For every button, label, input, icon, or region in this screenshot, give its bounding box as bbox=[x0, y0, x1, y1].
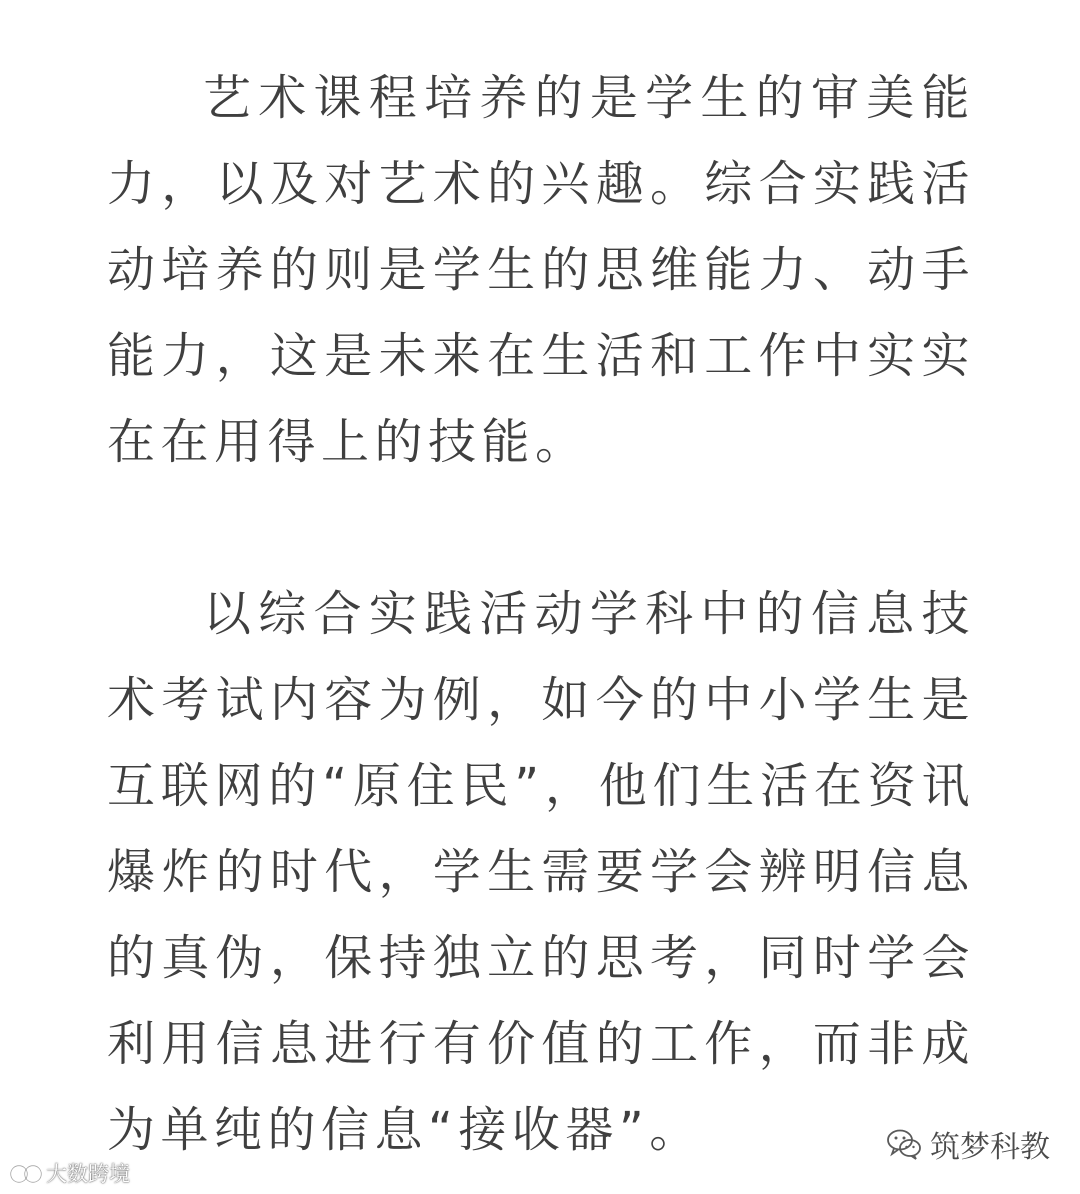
wechat-icon bbox=[886, 1128, 922, 1160]
account-watermark bbox=[886, 1122, 1050, 1166]
article-body bbox=[107, 55, 975, 1173]
source-watermark bbox=[2, 1158, 130, 1188]
dashu-logo-icon bbox=[2, 1160, 42, 1186]
article-paragraph: 艺术课程培养的是学生的审美能力，以及对艺术的兴趣。综合实践活动培养的则是学生的思维能力、动手能力，这是未来在生活和工作中实实在在用得上的技能。 bbox=[107, 70, 975, 470]
source-watermark-text: 大数跨境 bbox=[46, 1162, 130, 1186]
article-paragraph: 以综合实践活动学科中的信息技术考试内容为例，如今的中小学生是互联网的“原住民”，他们生活在资讯爆炸的时代，学生需要学会辨明信息的真伪，保持独立的思考，同时学会利用信息进行有价值的工作，而非成为单纯的信息“接收器”。 bbox=[107, 586, 975, 1158]
account-watermark-text: 筑梦科教 bbox=[930, 1130, 1050, 1165]
